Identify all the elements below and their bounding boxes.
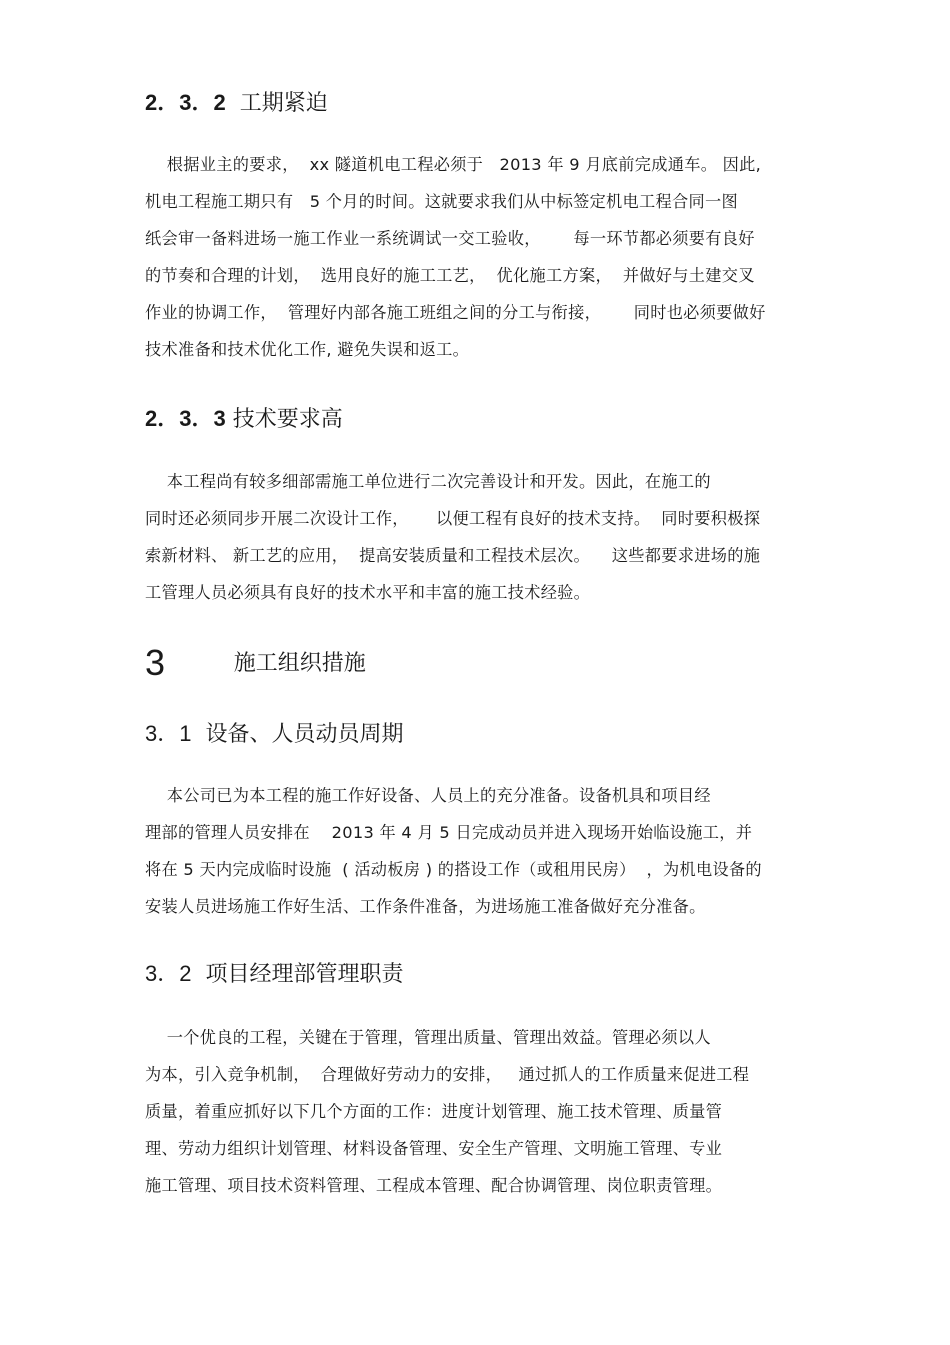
heading-2-3-2 [145,92,328,115]
heading-3-1 [145,723,404,746]
text-line: 作业的协调工作， 管理好内部各施工班组之间的分工与衔接， 同时也必须要做好 [145,303,766,322]
section-title: 项目经理部管理职责 [205,962,404,987]
text-line: 纸会审一备料进场一施工作业一系统调试一交工验收， 每一环节都必须要有良好 [145,229,755,248]
text-line: 理部的管理人员安排在 2013 年 4 月 5 日完成动员并进入现场开始临设施工，并 [145,823,753,842]
section-number: 3 [145,642,166,683]
text-line: 索新材料、 新工艺的应用， 提高安装质量和工程技术层次。 这些都要求进场的施 [145,546,761,565]
section-number: 3．2 [145,961,192,986]
section-title: 工期紧迫 [239,91,328,116]
section-title: 设备、人员动员周期 [205,722,404,747]
section-title: 技术要求高 [232,407,343,432]
text-line: 机电工程施工期只有 5 个月的时间。这就要求我们从中标签定机电工程合同一图 [145,192,738,211]
text-line: 理、劳动力组织计划管理、材料设备管理、安全生产管理、文明施工管理、专业 [145,1139,723,1158]
paragraph-2-3-2 [145,146,805,368]
text-line: 同时还必须同步开展二次设计工作， 以便工程有良好的技术支持。 同时要积极探 [145,509,761,528]
text-line: 质量，着重应抓好以下几个方面的工作：进度计划管理、施工技术管理、质量管 [145,1102,723,1121]
heading-3-2 [145,963,404,986]
text-line: 技术准备和技术优化工作, 避免失误和返工。 [145,340,470,359]
text-line: 为本，引入竞争机制， 合理做好劳动力的安排， 通过抓人的工作质量来促进工程 [145,1065,750,1084]
text-line: 根据业主的要求， xx 隧道机电工程必须于 2013 年 9 月底前完成通车。 因此, [145,155,762,174]
text-line: 本工程尚有较多细部需施工单位进行二次完善设计和开发。因此，在施工的 [145,472,711,491]
text-line: 的节奏和合理的计划， 选用良好的施工工艺， 优化施工方案， 并做好与土建交叉 [145,266,755,285]
text-line: 施工管理、项目技术资料管理、工程成本管理、配合协调管理、岗位职责管理。 [145,1176,723,1195]
text-line: 安装人员进场施工作好生活、工作条件准备，为进场施工准备做好充分准备。 [145,897,706,916]
paragraph-2-3-3 [145,463,805,611]
paragraph-3-2 [145,1019,805,1204]
text-line: 将在 5 天内完成临时设施 ( 活动板房 ) 的搭设工作（或租用民房） ，为机电设备的 [145,860,762,879]
paragraph-3-1 [145,777,805,925]
text-line: 工管理人员必须具有良好的技术水平和丰富的施工技术经验。 [145,583,591,602]
section-number: 2．3．2 [145,90,226,115]
section-number: 2．3．3 [145,406,226,431]
heading-2-3-3 [145,408,343,431]
heading-3 [145,642,366,683]
text-line: 一个优良的工程，关键在于管理，管理出质量、管理出效益。管理必须以人 [145,1028,711,1047]
section-title: 施工组织措施 [233,651,366,676]
section-number: 3．1 [145,721,192,746]
text-line: 本公司已为本工程的施工作好设备、人员上的充分准备。设备机具和项目经 [145,786,711,805]
